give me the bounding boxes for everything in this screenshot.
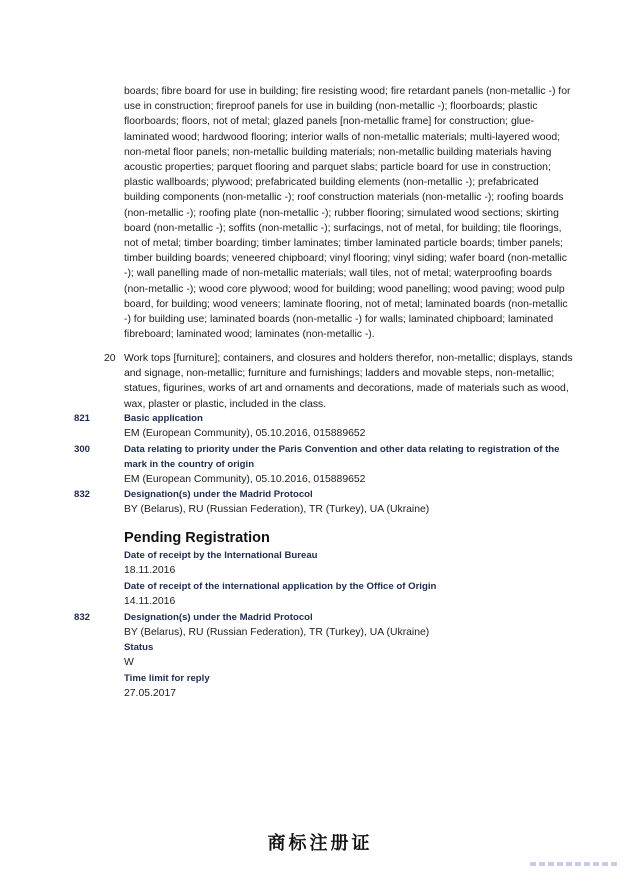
pending-designations-value: BY (Belarus), RU (Russian Federation), TR (Turkey), UA (Ukraine): [124, 627, 430, 638]
designations-value: BY (Belarus), RU (Russian Federation), TR (Turkey), UA (Ukraine): [124, 504, 430, 515]
time-limit-value: 27.05.2017: [124, 688, 177, 699]
receipt-origin-label: Date of receipt of the international application by the Office of Origin: [124, 581, 437, 592]
time-limit-label: Time limit for reply: [124, 673, 210, 684]
priority-value: EM (European Community), 05.10.2016, 015889652: [124, 474, 366, 485]
class-goods-text: Work tops [furniture]; containers, and closures and holders therefor, non-metallic; displays, stands and signage, non-metallic; furniture and furnishings; ladders and movable steps, non-metallic; statues, figurines, works of art and ornaments and decorations, made of materials such as wood, wax, plaster or plastic, included in the class.: [124, 353, 573, 410]
receipt-ib-label: Date of receipt by the International Bureau: [124, 550, 318, 561]
inid-code-832-pending: 832: [74, 612, 91, 623]
certificate-title: 商标注册证: [267, 833, 373, 854]
receipt-ib-value: 18.11.2016: [124, 565, 176, 576]
class-number: 20: [104, 353, 116, 364]
basic-application-label: Basic application: [124, 413, 203, 424]
basic-application-value: EM (European Community), 05.10.2016, 015889652: [124, 428, 366, 439]
pending-designations-label: Designation(s) under the Madrid Protocol: [124, 612, 313, 623]
status-value: W: [124, 657, 134, 668]
inid-code-821: 821: [74, 413, 91, 424]
designations-label: Designation(s) under the Madrid Protocol: [124, 489, 313, 500]
goods-list-paragraph: boards; fibre board for use in building; fire resisting wood; fire retardant panels (non-metallic -) for use in construction; fireproof panels for use in building (non-metallic -); floorboards; plastic floorboards; floors, not of metal; glazed panels [non-metallic frame] for construction; glue-laminated wood; hardwood flooring; interior walls of non-metallic materials; multi-layered wood; non-metal floor panels; non-metallic building materials; non-metallic building materials having acoustic properties; parquet flooring and parquet slabs; particle board for use in construction; plastic wallboards; plywood; prefabricated building elements (non-metallic -); prefabricated building components (non-metallic -); roof construction materials (non-metallic -); roofing boards (non-metallic -); roofing plate (non-metallic -); rubber flooring; simulated wood sections; skirting board (non-metallic -); soffits (non-metallic -); surfacings, not of metal, for building; tile floorings, not of metal; timber boarding; timber laminates; timber laminated particle boards; timber panels; timber building boards; veneered chipboard; vinyl flooring; vinyl siding; wafer board (non-metallic -); wall panelling made of non-metallic materials; wall tiles, not of metal; waterproofing boards (non-metallic -); wood core plywood; wood for building; wood panelling; wood paving; wood pulp board, for building; wood veneers; laminate flooring, not of metal; laminated boards (non-metallic -) for building use; laminated boards (non-metallic -) for walls; laminated chipboard; laminated fibreboard; laminated wood; laminates (non-metallic -).: [124, 86, 571, 341]
inid-code-832: 832: [74, 489, 91, 500]
receipt-origin-value: 14.11.2016: [124, 596, 176, 607]
priority-label: Data relating to priority under the Paris Convention and other data relating to registration of the mark in the country of origin: [124, 444, 560, 470]
inid-code-300: 300: [74, 444, 91, 455]
pending-registration-heading: Pending Registration: [124, 530, 270, 546]
watermark-mark: [530, 862, 620, 866]
status-label: Status: [124, 642, 154, 653]
